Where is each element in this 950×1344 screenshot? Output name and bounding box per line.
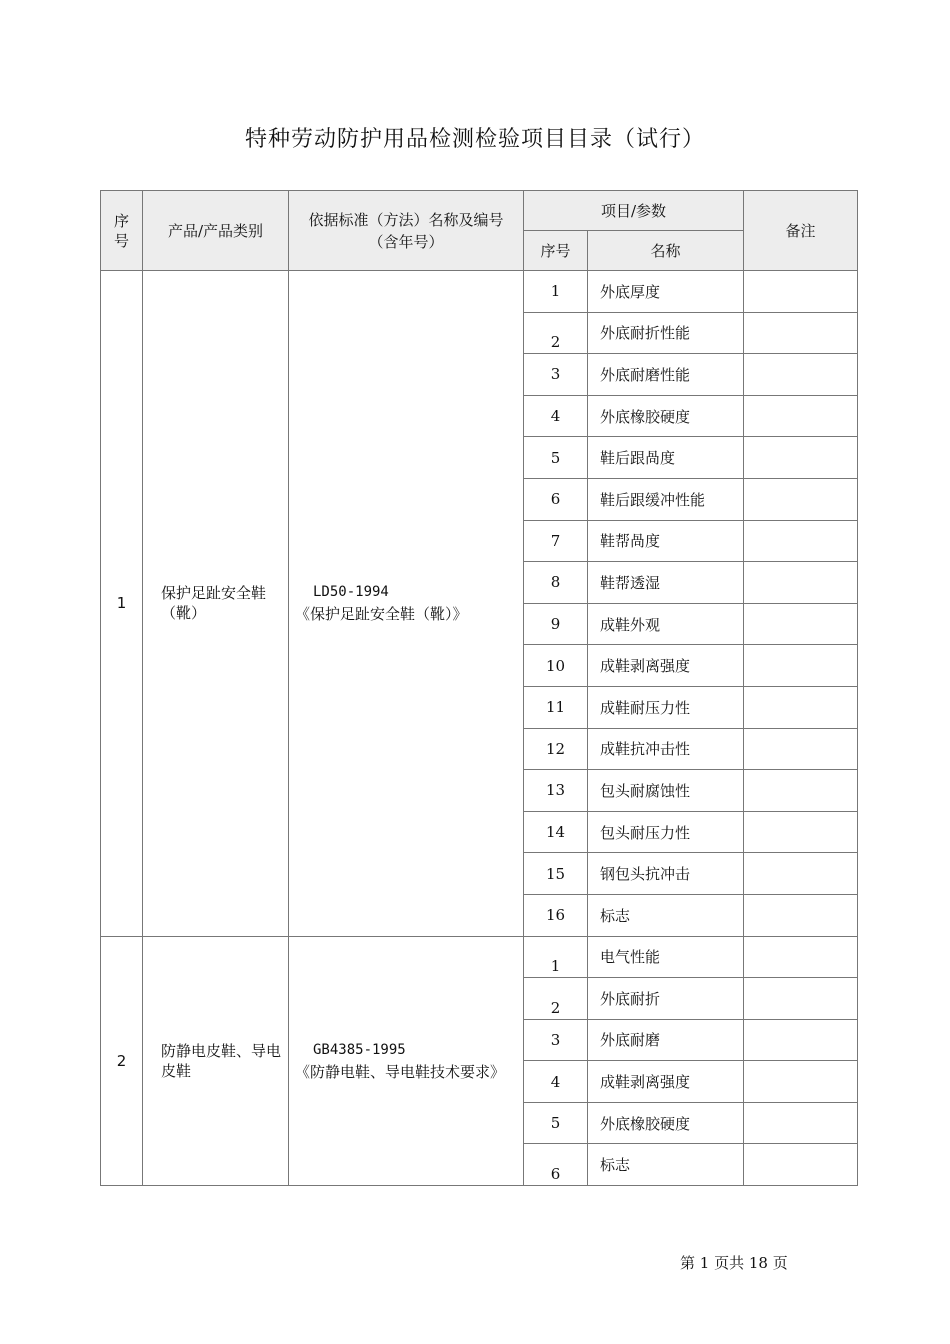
header-remarks: 备注 — [744, 191, 858, 271]
item-seq: 11 — [524, 686, 588, 728]
item-remarks — [744, 1102, 858, 1144]
item-name: 成鞋外观 — [588, 603, 744, 645]
header-items-group: 项目/参数 — [524, 191, 744, 231]
header-item-seq: 序号 — [524, 231, 588, 271]
item-name: 鞋帮咼度 — [588, 520, 744, 562]
header-standard: 依据标准（方法）名称及编号 （含年号） — [289, 191, 524, 271]
item-name: 标志 — [588, 1144, 744, 1186]
item-remarks — [744, 1061, 858, 1103]
item-remarks — [744, 894, 858, 936]
item-seq: 1 — [524, 271, 588, 313]
item-seq: 8 — [524, 562, 588, 604]
item-remarks — [744, 811, 858, 853]
item-name: 鞋后跟缓冲性能 — [588, 478, 744, 520]
standard-cell — [289, 271, 524, 937]
item-seq: 7 — [524, 520, 588, 562]
item-remarks — [744, 437, 858, 479]
item-seq: 4 — [524, 1061, 588, 1103]
item-seq: 1 — [524, 936, 588, 978]
item-name: 外底橡胶硬度 — [588, 1102, 744, 1144]
table-row — [101, 271, 858, 313]
group-seq: 1 — [101, 271, 143, 937]
item-seq: 5 — [524, 1102, 588, 1144]
item-seq: 3 — [524, 1019, 588, 1061]
item-name: 外底厚度 — [588, 271, 744, 313]
product-name: 防静电皮鞋、导电皮鞋 — [143, 936, 289, 1186]
header-seq: 序 号 — [101, 191, 143, 271]
item-seq: 9 — [524, 603, 588, 645]
item-seq: 2 — [524, 312, 588, 354]
item-seq: 14 — [524, 811, 588, 853]
item-name: 标志 — [588, 894, 744, 936]
item-seq: 15 — [524, 853, 588, 895]
item-name: 外底耐折 — [588, 978, 744, 1020]
standard-cell — [289, 936, 524, 1186]
item-name: 成鞋耐压力性 — [588, 686, 744, 728]
item-remarks — [744, 645, 858, 687]
item-remarks — [744, 770, 858, 812]
item-seq: 2 — [524, 978, 588, 1020]
group-seq: 2 — [101, 936, 143, 1186]
item-seq: 16 — [524, 894, 588, 936]
item-remarks — [744, 354, 858, 396]
item-seq: 13 — [524, 770, 588, 812]
item-remarks — [744, 562, 858, 604]
item-name: 包头耐腐蚀性 — [588, 770, 744, 812]
document-title: 特种劳动防护用品检测检验项目目录（试行） — [244, 127, 705, 152]
standard-name: 《保护足趾安全鞋（靴）》 — [295, 605, 468, 624]
item-remarks — [744, 1144, 858, 1186]
item-seq: 4 — [524, 395, 588, 437]
table-row — [101, 936, 858, 978]
item-remarks — [744, 1019, 858, 1061]
item-remarks — [744, 478, 858, 520]
item-seq: 12 — [524, 728, 588, 770]
item-remarks — [744, 853, 858, 895]
product-name: 保护足趾安全鞋（靴） — [143, 271, 289, 937]
item-seq: 6 — [524, 478, 588, 520]
item-remarks — [744, 686, 858, 728]
item-seq: 10 — [524, 645, 588, 687]
item-remarks — [744, 520, 858, 562]
item-name: 成鞋剥离强度 — [588, 645, 744, 687]
item-remarks — [744, 603, 858, 645]
item-name: 成鞋抗冲击性 — [588, 728, 744, 770]
item-remarks — [744, 936, 858, 978]
standard-code: LD50-1994 — [313, 584, 389, 601]
item-remarks — [744, 728, 858, 770]
item-remarks — [744, 312, 858, 354]
header-item-name: 名称 — [588, 231, 744, 271]
item-name: 鞋帮透湿 — [588, 562, 744, 604]
item-name: 外底耐折性能 — [588, 312, 744, 354]
item-remarks — [744, 978, 858, 1020]
item-name: 外底耐磨性能 — [588, 354, 744, 396]
item-name: 钢包头抗冲击 — [588, 853, 744, 895]
item-seq: 3 — [524, 354, 588, 396]
item-name: 外底橡胶硬度 — [588, 395, 744, 437]
item-remarks — [744, 271, 858, 313]
standard-code: GB4385-1995 — [313, 1041, 406, 1058]
item-name: 成鞋剥离强度 — [588, 1061, 744, 1103]
item-remarks — [744, 395, 858, 437]
page-footer: 第 1 页共 18 页 — [680, 1254, 788, 1272]
header-product: 产品/产品类别 — [143, 191, 289, 271]
item-name: 电气性能 — [588, 936, 744, 978]
item-seq: 5 — [524, 437, 588, 479]
item-name: 包头耐压力性 — [588, 811, 744, 853]
standard-name: 《防静电鞋、导电鞋技术要求》 — [295, 1062, 506, 1081]
item-name: 外底耐磨 — [588, 1019, 744, 1061]
item-seq: 6 — [524, 1144, 588, 1186]
item-name: 鞋后跟咼度 — [588, 437, 744, 479]
inspection-items-table — [100, 190, 858, 1186]
